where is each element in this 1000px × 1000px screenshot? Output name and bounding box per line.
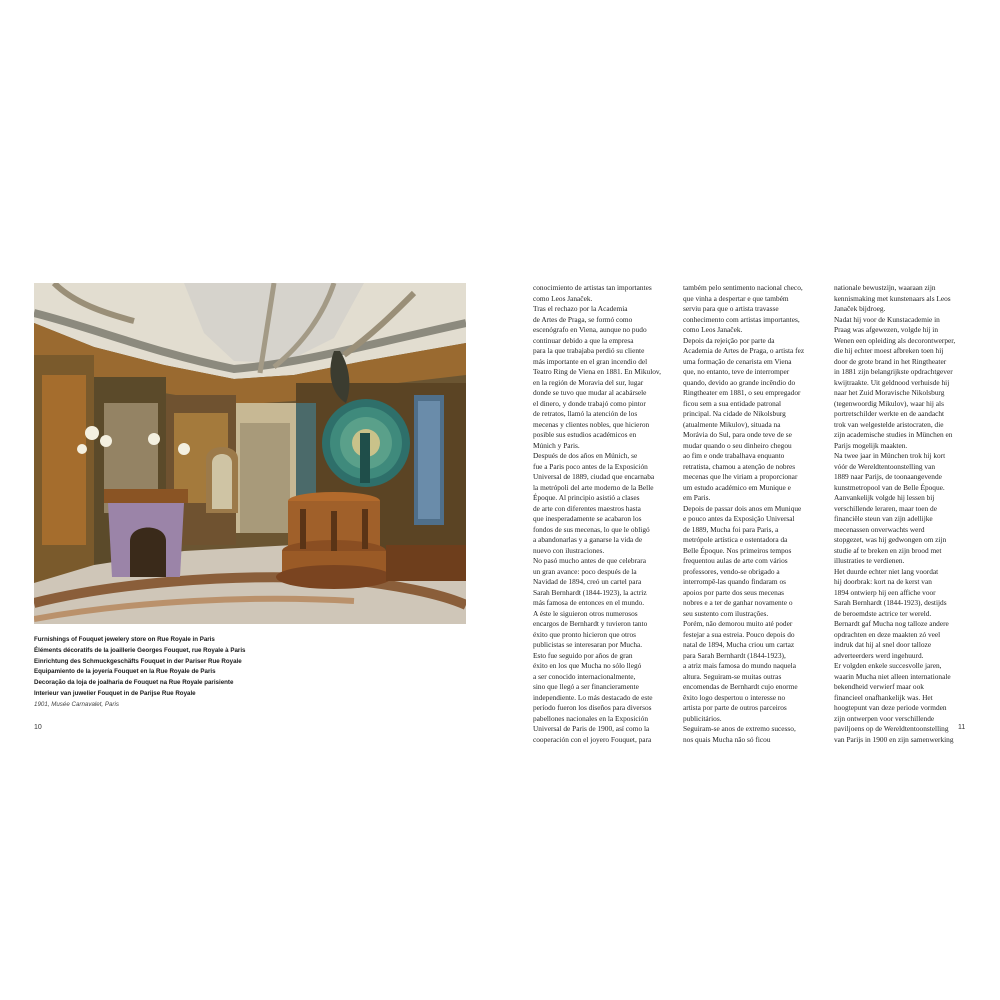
text-line: ao fim e onde trabalhava enquanto (683, 451, 785, 460)
text-line: Múnich y Paris. (533, 440, 580, 450)
text-line: altura. Seguiram-se muitas outras (683, 671, 782, 681)
text-line: principal. Na cidade de Nikolsburg (683, 409, 786, 418)
text-line: mudar quando o seu dinheiro chegou (683, 440, 792, 450)
text-line: nationale bewustzijn, waaraan zijn (834, 283, 936, 292)
caption-line-de: Einrichtung des Schmuckgeschäfts Fouquet in der Pariser Rue Royale (34, 657, 242, 665)
text-line: continuar debido a que la empresa (533, 335, 634, 345)
text-line: kennismaking met kunstenaars als Leos (834, 293, 951, 303)
text-line: in 1881 zijn belangrijkste opdrachtgever (834, 367, 953, 376)
text-line: stopgezet, was hij gedwongen om zijn (834, 535, 947, 544)
text-column-dutch (834, 283, 964, 745)
text-line: Er volgden enkele succesvolle jaren, (834, 661, 942, 670)
text-line: 1889 naar Parijs, de toonaangevende (834, 472, 942, 481)
text-line: naar het Zuid Moravische Nikolsburg (834, 388, 945, 397)
text-line: interrompê-las quando findaram os (683, 577, 786, 586)
text-column-portuguese (683, 283, 813, 745)
text-line: zijn ontwerpen voor verschillende (834, 713, 935, 723)
text-line: fondos de sus mecenas, lo que le obligó (533, 524, 650, 534)
text-line: Después de dos años en Múnich, se (533, 451, 638, 460)
page-number-left: 10 (34, 724, 42, 731)
text-line: para Sarah Bernhardt (1844-1923), (683, 650, 786, 660)
text-line: ficou sem a sua entidade patronal (683, 398, 782, 408)
text-line: Wenen een opleiding als decorontwerper, (834, 335, 956, 345)
text-line: nuevo con ilustraciones. (533, 545, 605, 555)
text-line: más importante en el gran incendio del (533, 356, 648, 366)
fouquet-shop-photo (34, 283, 466, 624)
text-line: artista por parte de outros parceiros (683, 703, 787, 712)
text-line: Navidad de 1894, creó un cartel para (533, 577, 642, 586)
text-line: mecenassen onverwachts werd (834, 524, 925, 534)
text-line: paviljoens op de Wereldtentoonstelling (834, 724, 949, 733)
text-line: Époque. Al principio asistió a clases (533, 493, 640, 502)
text-line: Aanvankelijk volgde hij lessen bij (834, 493, 935, 502)
text-line: como Leos Janaček. (533, 293, 593, 303)
text-line: (atualmente Mikulov), situada na (683, 419, 781, 429)
text-line: studie af te breken en zijn brood met (834, 545, 942, 555)
text-line: metrópole artística e ostentadora da (683, 535, 788, 544)
text-line: Universal de 1889, ciudad que encarnaba (533, 472, 655, 481)
text-line: professores, vendo-se obrigado a (683, 566, 780, 576)
text-line: pabellones nacionales en la Exposición (533, 713, 649, 723)
text-line: Sarah Bernhardt (1844-1923), la actriz (533, 587, 647, 597)
text-line: que vinha a despertar e que também (683, 293, 789, 303)
text-line: retratista, chamou a atenção de nobres (683, 461, 796, 471)
text-line: frequentou aulas de arte com vários (683, 556, 788, 565)
text-line: van Parijs in 1900 en zijn samenwerking (834, 734, 954, 744)
text-line: Depois de passar dois anos em Munique (683, 503, 802, 513)
text-line: Na twee jaar in München trok hij kort (834, 451, 946, 460)
text-line: quando, devido ao grande incêndio do (683, 377, 796, 387)
text-line: indruk dat hij al snel door talloze (834, 640, 932, 649)
text-line: bekendheid verwierf maar ook (834, 682, 924, 691)
text-line: cooperación con el joyero Fouquet, para (533, 734, 652, 744)
text-line: uma formação de cenarista em Viena (683, 356, 792, 366)
text-line: escenógrafo en Viena, aunque no pudo (533, 325, 647, 334)
text-line: en la región de Moravia del sur, lugar (533, 377, 644, 387)
text-line: como Leos Janaček. (683, 325, 743, 334)
text-line: Academia de Artes de Praga, o artista fez (683, 346, 805, 355)
text-line: seu sustento com ilustrações. (683, 608, 769, 618)
text-line: de beroemdste actrice ter wereld. (834, 608, 932, 618)
text-line: encargos de Bernhardt y tuvieron tanto (533, 619, 648, 628)
text-line: waarin Mucha niet alleen internationale (834, 671, 951, 681)
text-line: Janaček bijdroeg. (834, 304, 886, 313)
text-line: de arte con diferentes maestros hasta (533, 503, 641, 513)
text-line: die hij echter moest afbreken toen hij (834, 346, 944, 355)
text-line: la metrópoli del arte moderno de la Belle (533, 482, 654, 492)
text-line: a atriz mais famosa do mundo naquela (683, 661, 796, 670)
text-line: más famosa de entonces en el mundo. (533, 598, 645, 607)
text-line: vóór de Wereldtentoonstelling van (834, 461, 936, 471)
text-line: financieel onafhankelijk was. Het (834, 692, 933, 702)
text-line: de 1889, Mucha foi para Paris, a (683, 524, 779, 534)
photo-caption (34, 635, 464, 711)
text-line: serviu para que o artista travasse (683, 304, 779, 313)
page-number-right: 11 (958, 724, 966, 731)
text-line: (tegenwoordig Mikulov), waar hij als (834, 398, 944, 408)
text-line: nobres e a ter de ganhar novamente o (683, 598, 793, 607)
text-line: publicitários. (683, 713, 722, 723)
text-line: Morávia do Sul, para onde teve de se (683, 430, 792, 439)
text-line: Nadat hij voor de Kunstacademie in (834, 314, 940, 324)
text-line: No pasó mucho antes de que celebrara (533, 556, 646, 565)
text-line: posible sus estudios académicos en (533, 430, 637, 439)
text-line: a abandonarlas y a ganarse la vida de (533, 535, 643, 544)
text-column-spanish (533, 283, 663, 745)
text-line: hij doorbrak: kort na de kerst van (834, 577, 932, 586)
text-line: mecenas y clientes nobles, que hicieron (533, 419, 650, 429)
text-line: de retratos, llamó la atención de los (533, 409, 638, 418)
text-line: êxito logo despertou o interesse no (683, 692, 786, 702)
text-line: em Paris. (683, 493, 711, 502)
text-line: mecenas que lhe viriam a proporcionar (683, 472, 798, 481)
text-line: el dinero, y donde trabajó como pintor (533, 398, 646, 408)
text-line: adverteerders werd ingehuurd. (834, 650, 924, 660)
caption-line-pt: Decoração da loja de joalharia de Fouquet na Rue Royale parisiente (34, 679, 234, 687)
text-line: apoios por parte dos seus mecenas (683, 587, 784, 597)
text-line: kwijtraakte. Uit geldnood verhuisde hij (834, 377, 950, 387)
text-line: zijn academische studies in München en (834, 430, 953, 439)
text-line: kunstmetropool van de Belle Époque. (834, 482, 945, 492)
text-line: verschillende leraren, maar toen de (834, 503, 937, 513)
text-line: um estudo académico em Munique e (683, 482, 791, 492)
text-line: sino que llegó a ser financieramente (533, 682, 639, 691)
text-line: 1894 ontwierp hij een affiche voor (834, 587, 936, 597)
text-line: publicistas se interesaran por Mucha. (533, 640, 643, 649)
text-line: Depois da rejeição por parte da (683, 335, 775, 345)
text-line: portretschilder werkte en de aandacht (834, 409, 945, 418)
text-line: independiente. Lo más destacado de este (533, 692, 653, 702)
interior-illustration (34, 283, 466, 624)
text-line: Praag was afgewezen, volgde hij in (834, 325, 938, 334)
text-line: a ser conocido internacionalmente, (533, 671, 636, 681)
text-line: Het duurde echter niet lang voordat (834, 566, 939, 576)
text-line: éxito en los que Mucha no sólo llegó (533, 661, 642, 670)
caption-credit: 1901, Musée Carnavalet, Paris (34, 700, 119, 708)
text-line: para la que trabajaba perdió su cliente (533, 346, 645, 355)
caption-line-es: Equipamiento de la joyería Fouquet en la Rue Royale de Paris (34, 668, 216, 676)
text-line: Bernardt gaf Mucha nog talloze andere (834, 619, 949, 628)
text-line: também pelo sentimento nacional checo, (683, 283, 803, 292)
text-line: donde se tuvo que mudar al acabársele (533, 388, 647, 397)
text-line: fue a Paris poco antes de la Exposición (533, 461, 648, 471)
caption-line-en: Furnishings of Fouquet jewelery store on Rue Royale in Paris (34, 636, 215, 643)
caption-line-nl: Interieur van juwelier Fouquet in de Parijse Rue Royale (34, 689, 196, 697)
text-line: Esto fue seguido por años de gran (533, 650, 633, 660)
text-line: Ringtheater em 1881, o seu empregador (683, 388, 801, 397)
text-line: hoogtepunt van deze periode vormden (834, 703, 947, 712)
text-line: natal de 1894, Mucha criou um cartaz (683, 640, 795, 649)
text-line: Universal de Paris de 1900, así como la (533, 724, 650, 733)
text-line: nos quais Mucha não só ficou (683, 734, 771, 744)
text-line: período fueron los diseños para diversos (533, 703, 652, 712)
text-line: illustraties te verdienen. (834, 556, 905, 565)
text-line: Sarah Bernhardt (1844-1923), destijds (834, 598, 947, 607)
text-line: de Artes de Praga, se formó como (533, 314, 633, 324)
text-line: Teatro Ring de Viena en 1881. En Mikulov, (533, 367, 661, 376)
text-line: festejar a sua estreia. Pouco depois do (683, 629, 795, 639)
text-line: Belle Époque. Nos primeiros tempos (683, 545, 792, 555)
text-line: Parijs mogelijk maakten. (834, 440, 908, 450)
text-line: trok van welgestelde aristocraten, die (834, 419, 944, 429)
text-line: Tras el rechazo por la Academia (533, 304, 628, 313)
text-line: que, no entanto, teve de interromper (683, 367, 790, 376)
text-line: conocimiento de artistas tan importantes (533, 283, 652, 292)
text-line: que inesperadamente se acabaron los (533, 514, 642, 523)
text-line: éxito que pronto hicieron que otros (533, 629, 636, 639)
text-line: financiële steun van zijn adellijke (834, 514, 933, 523)
text-line: door de grote brand in het Ringtheater (834, 356, 947, 366)
text-line: Porém, não demorou muito até poder (683, 619, 793, 628)
text-line: e pouco antes da Exposição Universal (683, 514, 795, 523)
text-line: A éste le siguieron otros numerosos (533, 608, 638, 618)
caption-line-fr: Éléments décoratifs de la joaillerie Georges Fouquet, rue Royale à Paris (34, 646, 246, 654)
text-line: opdrachten en deze maakten zó veel (834, 629, 941, 639)
text-line: un gran avance: poco después de la (533, 566, 637, 576)
text-line: conhecimento com artistas importantes, (683, 314, 800, 324)
text-line: Seguiram-se anos de extremo sucesso, (683, 724, 796, 733)
text-line: encomendas de Bernhardt cujo enorme (683, 682, 798, 691)
